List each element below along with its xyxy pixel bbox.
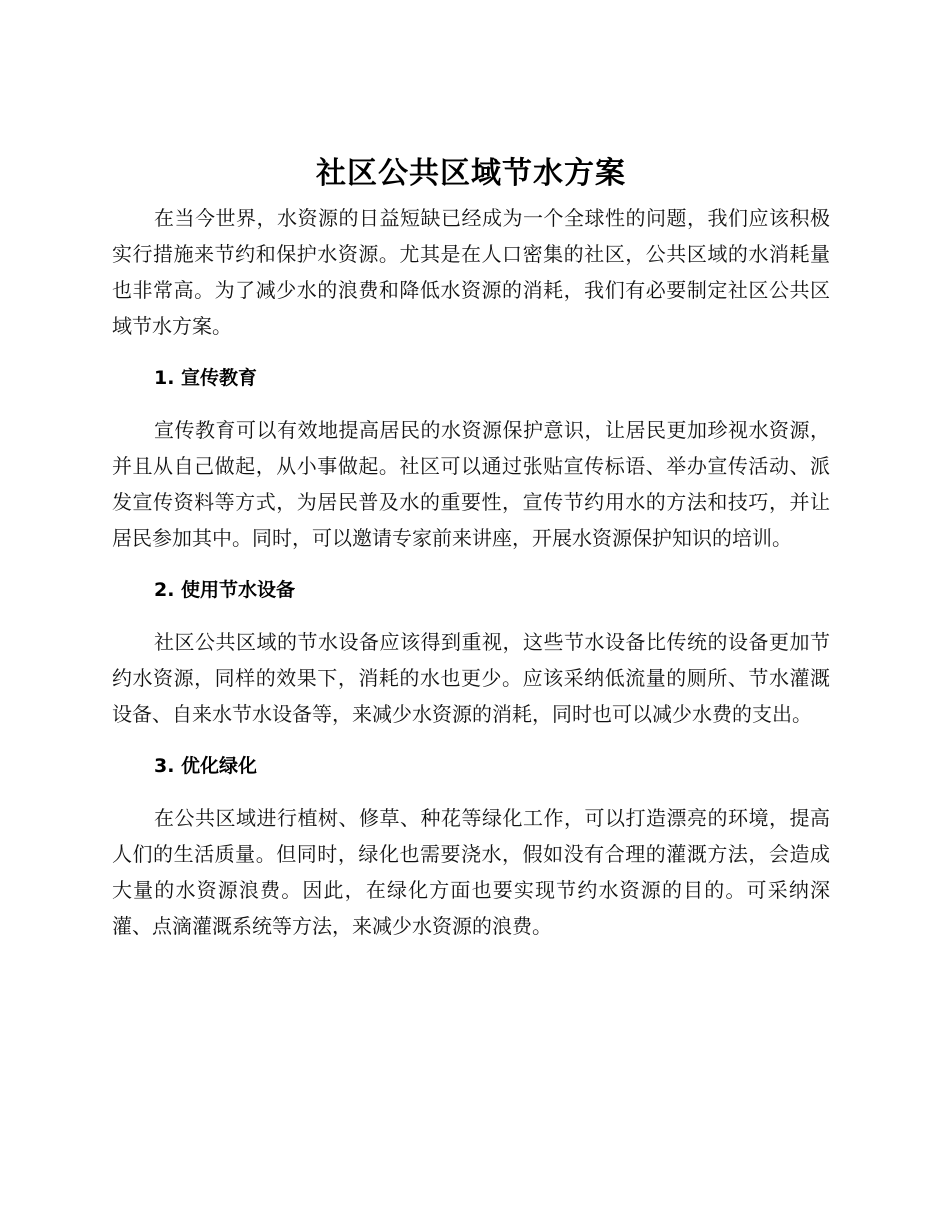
section-body-publicity: 宣传教育可以有效地提高居民的水资源保护意识，让居民更加珍视水资源，并且从自己做起，从小事做起。社区可以通过张贴宣传标语、举办宣传活动、派发宣传资料等方式，为居民普及水的重要性，宣传节约用水的方法和技巧，并让居民参加其中。同时，可以邀请专家前来讲座，开展水资源保护知识的培训。 (112, 418, 830, 550)
spacer (112, 732, 830, 748)
document-body (112, 148, 830, 944)
section-body-devices: 社区公共区域的节水设备应该得到重视，这些节水设备比传统的设备更加节约水资源，同样的效果下，消耗的水也更少。应该采纳低流量的厕所、节水灌溉设备、自来水节水设备等，来减少水资源的消耗，同时也可以减少水费的支出。 (112, 630, 830, 726)
spacer (112, 396, 830, 412)
section-body-greening: 在公共区域进行植树、修草、种花等绿化工作，可以打造漂亮的环境，提高人们的生活质量。但同时，绿化也需要浇水，假如没有合理的灌溉方法，会造成大量的水资源浪费。因此，在绿化方面也要实现节约水资源的目的。可采纳深灌、点滴灌溉系统等方法，来减少水资源的浪费。 (112, 806, 830, 938)
spacer (112, 344, 830, 360)
section-heading-devices: 2. 使用节水设备 (154, 579, 296, 601)
spacer (112, 784, 830, 800)
spacer (112, 556, 830, 572)
section-heading-publicity: 1. 宣传教育 (154, 367, 258, 389)
intro-paragraph: 在当今世界，水资源的日益短缺已经成为一个全球性的问题，我们应该积极实行措施来节约和保护水资源。尤其是在人口密集的社区，公共区域的水消耗量也非常高。为了减少水的浪费和降低水资源的消耗，我们有必要制定社区公共区域节水方案。 (112, 206, 830, 338)
spacer (112, 608, 830, 624)
document-title: 社区公共区域节水方案 (316, 156, 626, 191)
section-heading-greening: 3. 优化绿化 (154, 755, 258, 777)
